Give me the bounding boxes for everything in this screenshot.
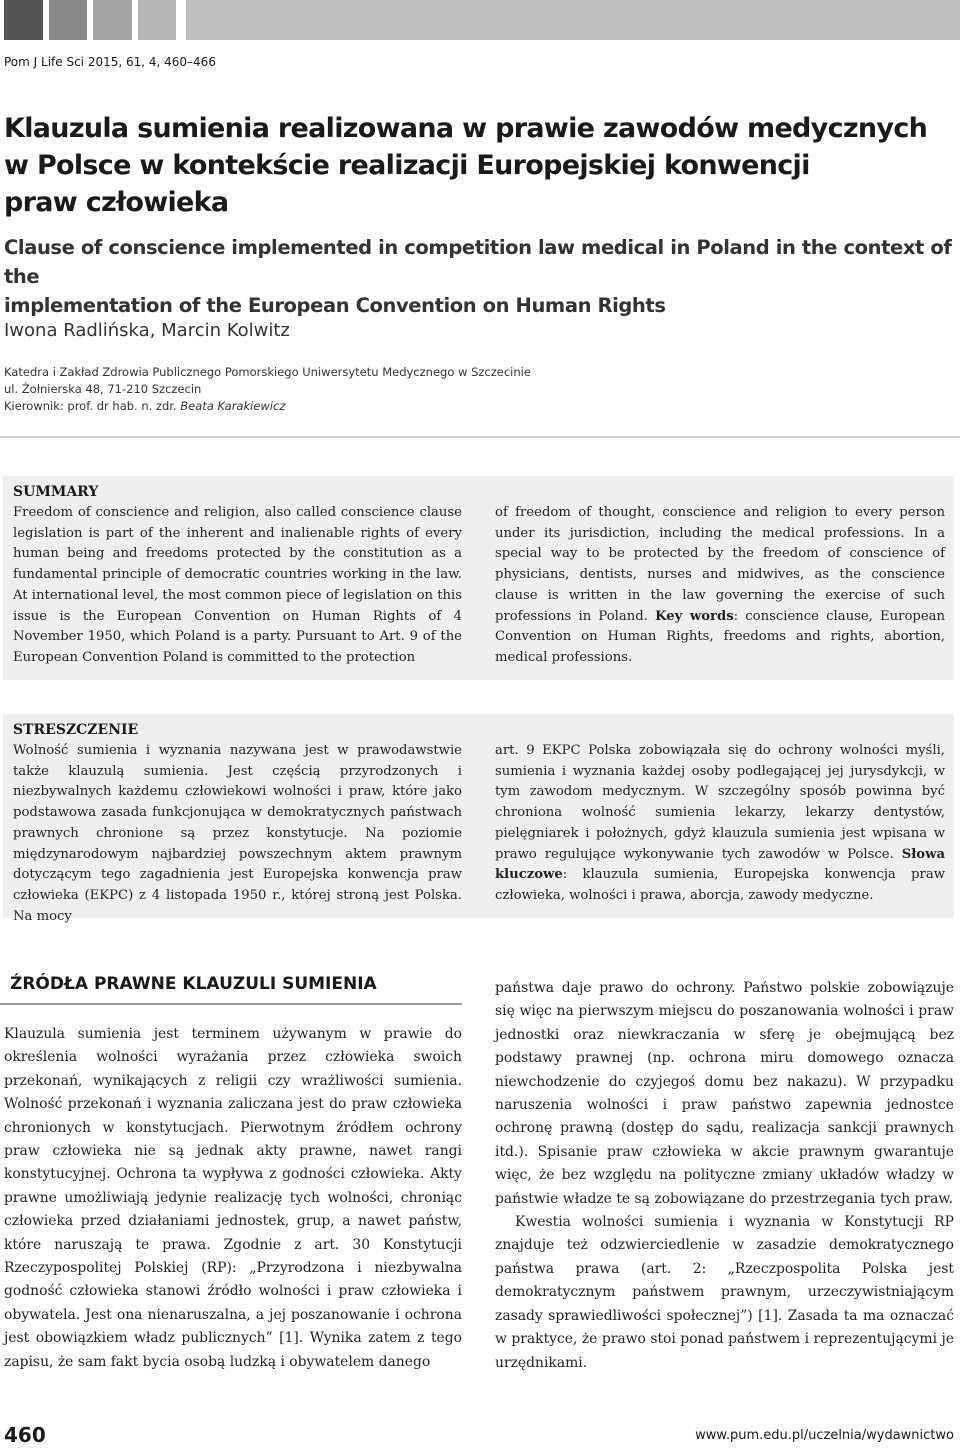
body-left-column: Klauzula sumienia jest terminem używanym w prawie do określenia wolności wyrażania przez człowieka swoich przekonań, wynikających z religii czy wrażliwości sumienia. Wolność przekonań i wyznania zaliczana jest do praw człowieka chronionych w konstytucjach. Pierwotnym źródłem ochrony praw człowieka nie są jednak akty prawne, nawet rangi konstytucyjnej. Ochrona ta wypływa z godności człowieka. Akty prawne umożliwiają jedynie realizację tych wolności, chroniąc człowieka przed działaniami jednostek, grup, a nawet państw, które naruszają te prawa. Zgodnie z art. 30 Konstytucji Rzeczypospolitej Polskiej (RP): „Przyrodzona i niezbywalna godność człowieka stanowi źródło wolności i praw człowieka i obywatela. Jest ona nienaruszalna, a jej poszanowanie i ochrona jest obowiązkiem władz publicznych” [1]. Wynika zatem z tego zapisu, że sam fakt bycia osobą ludzką i obywatelem danego [4, 1026, 462, 1370]
affiliation-head-name: Beata Karakiewicz [180, 399, 286, 413]
summary-keywords-label: Key words [655, 608, 734, 624]
summary-right-column [495, 503, 945, 669]
page-number: 460 [4, 1423, 46, 1447]
header-separator [0, 436, 960, 438]
subtitle-line: Clause of conscience implemented in competition law medical in Poland in the context of the [4, 236, 952, 288]
summary-left-column: Freedom of conscience and religion, also called conscience clause legislation is part of the inherent and inalienable rights of every human being and freedoms protected by the constitution as a fundamental principle of democratic countries working in the law. At international level, the most common piece of legislation on this issue is the European Convention on Human Rights of 4 November 1950, which Poland is a party. Pursuant to Art. 9 of the European Convention Poland is committed to the protection [13, 505, 462, 665]
affiliation-line [4, 398, 531, 415]
journal-reference: Pom J Life Sci 2015, 61, 4, 460–466 [4, 55, 216, 69]
article-title [4, 110, 954, 221]
summary-keywords: : conscience clause, European Convention on Human Rights, freedoms and rights, abortion, medical professions. [495, 608, 945, 665]
header-bar-segment-2 [49, 0, 87, 40]
header-bar-segment-5 [186, 0, 960, 40]
affiliation-head-title: Kierownik: prof. dr hab. n. zdr. [4, 399, 181, 413]
title-line: Klauzula sumienia realizowana w prawie zawodów medycznych [4, 113, 928, 144]
section-heading-text: ŹRÓDŁA PRAWNE KLAUZULI SUMIENIA [10, 974, 377, 994]
section-heading [0, 967, 462, 1005]
streszczenie-keywords: : klauzula sumienia, Europejska konwencja praw człowieka, wolności i prawa, aborcja, zawody medyczne. [495, 867, 945, 903]
publisher-url: www.pum.edu.pl/uczelnia/wydawnictwo [695, 1428, 954, 1443]
streszczenie-box [3, 714, 954, 924]
affiliation-line: Katedra i Zakład Zdrowia Publicznego Pomorskiego Uniwersytetu Medycznego w Szczecinie [4, 365, 531, 379]
streszczenie-left-column: Wolność sumienia i wyznania nazywana jest w prawodawstwie także klauzulą sumienia. Jest częścią przyrodzonych i niezbywalnych każdemu człowiekowi wolności i praw, które jako podstawowa zasada funkcjonująca w demokratycznych państwach prawnych chronione są przez konstytucje. Na poziomie międzynarodowym najbardziej powszechnym aktem prawnym dotyczącym tego zagadnienia jest Europejska konwencja praw człowieka (EKPC) z 4 listopada 1950 r., której stroną jest Polska. Na mocy [13, 743, 462, 924]
title-line: praw człowieka [4, 187, 229, 218]
header-bar-segment-3 [93, 0, 132, 40]
affiliation-line: ul. Żołnierska 48, 71-210 Szczecin [4, 382, 202, 396]
body-right-column [495, 977, 954, 1375]
summary-box [3, 476, 954, 680]
header-bar-segment-1 [4, 0, 43, 40]
body-paragraph: Kwestia wolności sumienia i wyznania w Konstytucji RP znajduje też odzwierciedlenie w zasadzie demokratycznego państwa prawa (art. 2: „Rzeczpospolita Polska jest demokratycznym państwem prawnym, urzeczywistniającym zasady sprawiedliwości społecznej”) [1]. Zasada ta ma oznaczać w praktyce, że prawo stoi ponad państwem i reprezentującymi je urzędnikami. [495, 1214, 954, 1371]
streszczenie-right-column [495, 741, 945, 907]
summary-heading: SUMMARY [13, 484, 99, 500]
streszczenie-heading: STRESZCZENIE [13, 722, 139, 738]
streszczenie-keywords-label: Słowa kluczowe [495, 846, 945, 883]
streszczenie-right-text: art. 9 EKPC Polska zobowiązała się do ochrony wolności myśli, sumienia i wyznania każdej osoby podlegającej jej jurysdykcji, w tym zawodom medycznym. W szczególny sposób powinna być chroniona wolność sumienia lekarzy, lekarzy dentystów, pielęgniarek i położnych, gdyż klauzula sumienia jest wpisana w prawo regulujące wykonywanie tych zawodów w Polsce. [495, 743, 945, 862]
subtitle-line: implementation of the European Convention on Human Rights [4, 294, 666, 317]
header-bar-segment-4 [138, 0, 176, 40]
title-line: w Polsce w kontekście realizacji Europejskiej konwencji [4, 150, 810, 181]
affiliation [4, 364, 531, 415]
authors: Iwona Radlińska, Marcin Kolwitz [4, 320, 290, 341]
summary-right-text: of freedom of thought, conscience and religion to every person under its jurisdiction, including the medical professions. In a special way to be protected by the freedom of conscience of physicians, dentists, nurses and midwives, as the conscience clause is written in the law governing the exercise of such professions in Poland. [495, 505, 945, 624]
body-paragraph: państwa daje prawo do ochrony. Państwo polskie zobowiązuje się więc na pierwszym miejscu do poszanowania wolności i praw jednostki oraz niewkraczania w sferę je obejmującą bez podstawy prawnej (np. ochrona miru domowego oznacza niewchodzenie do czyjegoś domu bez nakazu). W przypadku naruszenia wolności i praw państwo zapewnia jednostce ochronę prawną (dostęp do sądu, realizacja sankcji prawnych itd.). Spisanie praw człowieka w akcie prawnym gwarantuje więc, że bez względu na polityczne zmiany układów władzy w państwie władze te są zobowiązane do przestrzegania tych praw. [495, 980, 954, 1207]
article-subtitle [4, 233, 954, 320]
